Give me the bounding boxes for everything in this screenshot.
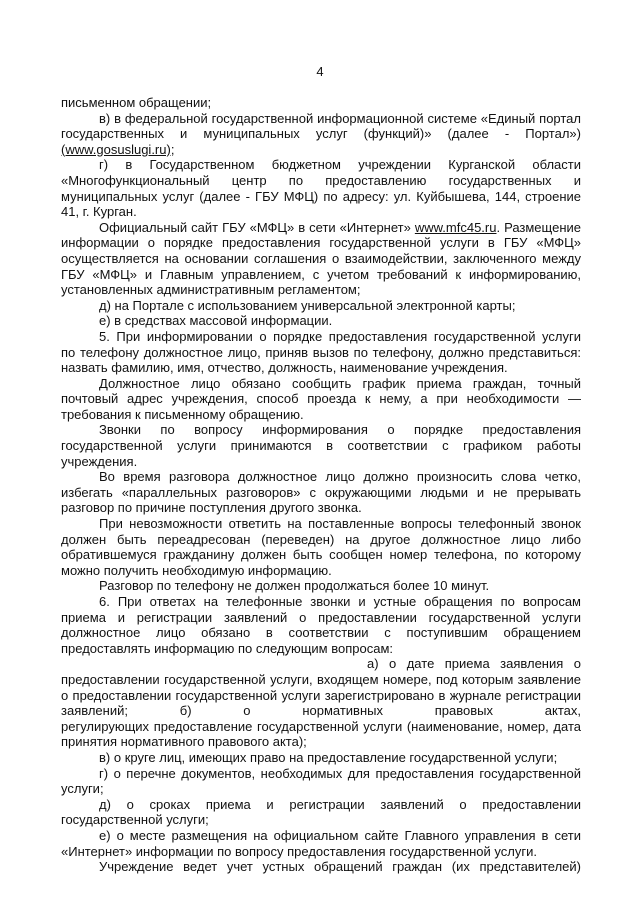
text-line: в) в федеральной государственной информационной системе «Единый портал [99, 110, 581, 126]
text-line: требования к письменному обращению. [61, 406, 304, 422]
text-line: 6. При ответах на телефонные звонки и устные обращения по вопросам [99, 594, 581, 609]
text-line: о предоставлении государственной услуги зарегистрировано в журнале регистрации [61, 687, 581, 703]
text-line: государственной услуги принимаются в соответствии с графиком работы [61, 438, 581, 454]
text-line: д) о сроках приема и регистрации заявлений о предоставлении [99, 796, 581, 812]
text-line: обратившемуся гражданину должен быть сообщен номер телефона, по которому [61, 547, 581, 563]
text-line: г) в Государственном бюджетном учреждении Курганской области [99, 157, 581, 173]
text-line: должен быть переадресован (переведен) на другое должностное лицо либо [61, 531, 581, 547]
text-line: заявлений; б) о нормативных правовых актах, [61, 703, 581, 719]
text-line: а) о дате приема заявления о [367, 656, 581, 672]
text-line: предоставлении государственной услуги, входящем номере, под которым заявление [61, 671, 581, 687]
text-line: Звонки по вопросу информирования о порядке предоставления [99, 422, 581, 438]
text-line: Учреждение ведет учет устных обращений граждан (их представителей) [99, 859, 581, 875]
text-line: письменном обращении; [61, 95, 212, 110]
text-line: государственных и муниципальных услуг (функций)» (далее - Портал») [61, 126, 581, 142]
text-line: осуществляется на основании соглашения о взаимодействии, заключенного между [61, 250, 581, 266]
body-text [61, 95, 581, 875]
text-line: При невозможности ответить на поставленные вопросы телефонный звонок [99, 516, 581, 532]
text-line-mfc-site: Официальный сайт ГБУ «МФЦ» в сети «Интернет» www.mfc45.ru. Размещение [99, 219, 581, 235]
text-line: ГБУ «МФЦ» и Главным управлением, с учетом требований к информированию, [61, 266, 581, 282]
text-line: Должностное лицо обязано сообщить график приема граждан, точный [99, 375, 581, 391]
text-line: 41, г. Курган. [61, 204, 137, 220]
text-line: можно получить необходимую информацию. [61, 562, 332, 578]
text-line: е) в средствах массовой информации. [99, 313, 333, 329]
text-line: предоставлять информацию по следующим вопросам: [61, 640, 393, 656]
text-line: установленных административным регламентом; [61, 282, 361, 298]
text-line: почтовый адрес учреждения, способ проезда к нему, а при необходимости — [61, 391, 581, 407]
text-line: Разговор по телефону не должен продолжаться более 10 минут. [99, 578, 490, 594]
text-line: принятия нормативного правового акта); [61, 734, 307, 750]
text-line: государственной услуги; [61, 812, 209, 828]
link-mfc45[interactable]: www.mfc45.ru [414, 219, 497, 235]
text-line: должностное лицо обязано в соответствии с поступившим обращением [61, 625, 581, 641]
text-line: приема и регистрации заявлений о предоставлении государственной услуги [61, 609, 581, 625]
text-line: назвать фамилию, имя, отчество, должность, наименование учреждения. [61, 360, 508, 376]
text-line: по телефону должностное лицо, приняв вызов по телефону, должно представиться: [61, 344, 581, 360]
text-line: г) о перечне документов, необходимых для предоставления государственной [99, 765, 581, 781]
text-line: «Многофункциональный центр по предоставлению государственных и [61, 172, 581, 188]
text-line: муниципальных услуг (далее - ГБУ МФЦ) по адресу: ул. Куйбышева, 144, строение [61, 188, 581, 204]
text-line: д) на Портале с использованием универсальной электронной карты; [99, 297, 516, 313]
text-line: в) о круге лиц, имеющих право на предоставление государственной услуги; [99, 749, 558, 765]
link-gosuslugi[interactable]: (www.gosuslugi.ru); [61, 141, 175, 157]
text-line: Во время разговора должностное лицо должно произносить слова четко, [99, 469, 581, 485]
text-line: учреждения. [61, 453, 138, 469]
text-line: информации о порядке предоставления государственной услуги в ГБУ «МФЦ» [61, 235, 581, 251]
text-line: «Интернет» информации по вопросу предоставления государственной услуги. [61, 843, 537, 859]
text-line: регулирующих предоставление государственной услуги (наименование, номер, дата [61, 718, 581, 734]
page-number: 4 [316, 64, 324, 79]
text-line: услуги; [61, 781, 104, 797]
text-line: избегать «параллельных разговоров» с окружающими людьми и не прерывать [61, 484, 581, 500]
text-line: е) о месте размещения на официальном сайте Главного управления в сети [99, 827, 581, 843]
text-line: разговор по причине поступления другого звонка. [61, 500, 362, 516]
text-line: 5. При информировании о порядке предоставления государственной услуги [99, 328, 581, 344]
